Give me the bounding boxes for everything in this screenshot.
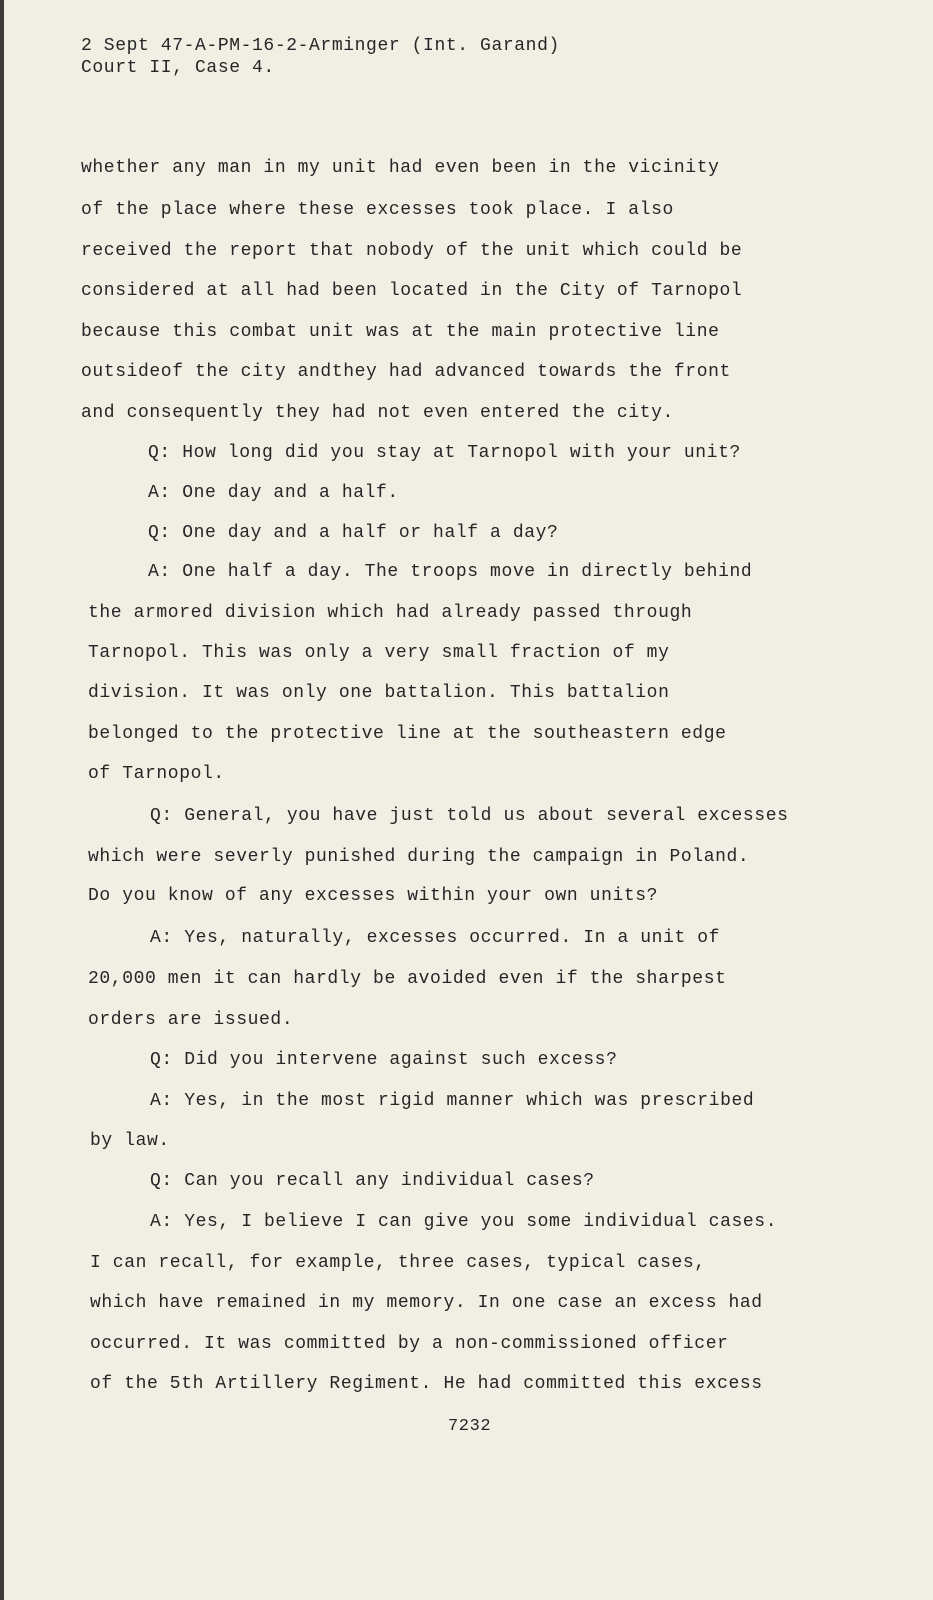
text-line: which were severly punished during the campaign in Poland. <box>88 847 750 867</box>
text-line: the armored division which had already passed through <box>88 603 693 623</box>
answer-line: A: Yes, naturally, excesses occurred. In a unit of <box>150 928 721 948</box>
text-line: and consequently they had not even entered the city. <box>81 403 674 423</box>
question-line: Q: General, you have just told us about several excesses <box>150 806 789 826</box>
answer-line: A: Yes, in the most rigid manner which was prescribed <box>150 1091 755 1111</box>
text-line: division. It was only one battalion. This battalion <box>88 683 670 703</box>
text-line: of the place where these excesses took place. I also <box>81 200 674 220</box>
answer-line: A: One day and a half. <box>148 483 399 503</box>
header-line-1: 2 Sept 47-A-PM-16-2-Arminger (Int. Garand) <box>81 36 560 56</box>
question-line: Q: Can you recall any individual cases? <box>150 1171 595 1191</box>
text-line: received the report that nobody of the unit which could be <box>81 241 743 261</box>
question-line: Q: One day and a half or half a day? <box>148 523 559 543</box>
header-line-2: Court II, Case 4. <box>81 58 275 78</box>
answer-line: A: Yes, I believe I can give you some individual cases. <box>150 1212 778 1232</box>
text-line: considered at all had been located in the City of Tarnopol <box>81 281 743 301</box>
text-line: by law. <box>90 1131 170 1151</box>
text-line: outsideof the city andthey had advanced towards the front <box>81 362 731 382</box>
text-line: belonged to the protective line at the southeastern edge <box>88 724 727 744</box>
text-line: I can recall, for example, three cases, typical cases, <box>90 1253 706 1273</box>
page-number: 7232 <box>448 1417 492 1436</box>
text-line: which have remained in my memory. In one case an excess had <box>90 1293 763 1313</box>
question-line: Q: Did you intervene against such excess? <box>150 1050 618 1070</box>
question-line: Q: How long did you stay at Tarnopol with your unit? <box>148 443 741 463</box>
text-line: whether any man in my unit had even been in the vicinity <box>81 158 720 178</box>
text-line: Tarnopol. This was only a very small fraction of my <box>88 643 670 663</box>
text-line: of Tarnopol. <box>88 764 225 784</box>
paper-edge <box>0 0 4 1600</box>
text-line: of the 5th Artillery Regiment. He had committed this excess <box>90 1374 763 1394</box>
answer-line: A: One half a day. The troops move in directly behind <box>148 562 753 582</box>
text-line: occurred. It was committed by a non-commissioned officer <box>90 1334 729 1354</box>
text-line: Do you know of any excesses within your own units? <box>88 886 659 906</box>
text-line: orders are issued. <box>88 1010 294 1030</box>
text-line: because this combat unit was at the main protective line <box>81 322 720 342</box>
text-line: 20,000 men it can hardly be avoided even if the sharpest <box>88 969 727 989</box>
